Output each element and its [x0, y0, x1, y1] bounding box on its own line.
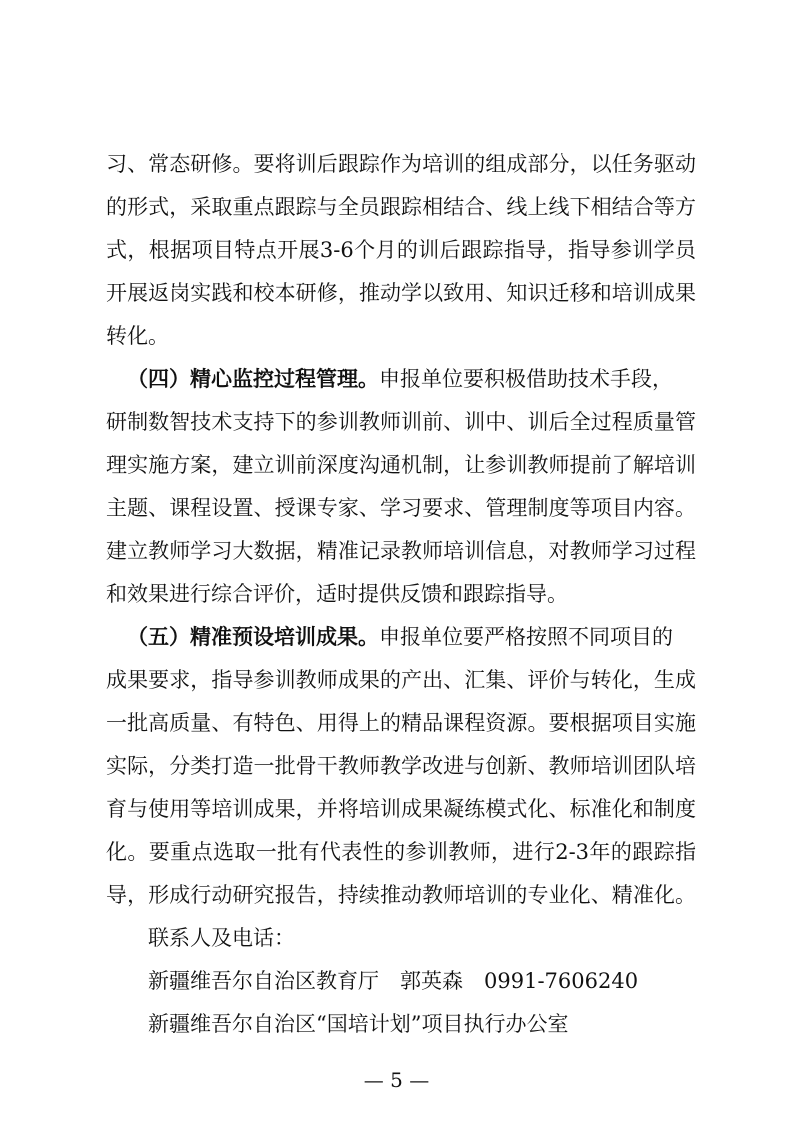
paragraph-2-heading: （四）精心监控过程管理。	[127, 367, 379, 391]
paragraph-3-line: 实际，分类打造一批骨干教师教学改进与创新、教师培训团队培	[106, 754, 696, 778]
paragraph-3-line: 育与使用等培训成果，并将培训成果凝练模式化、标准化和制度	[106, 797, 696, 821]
paragraph-1-line: 习、常态研修。要将训后跟踪作为培训的组成部分，以任务驱动	[106, 152, 696, 176]
paragraph-3-line: 一批高质量、有特色、用得上的精品课程资源。要根据项目实施	[106, 711, 696, 735]
paragraph-3-first-text: 申报单位要严格按照不同项目的	[379, 625, 673, 649]
paragraph-2-line: 建立教师学习大数据，精准记录教师培训信息，对教师学习过程	[106, 539, 696, 563]
paragraph-1-line: 转化。	[106, 324, 169, 348]
paragraph-2-line: 理实施方案，建立训前深度沟通机制，让参训教师提前了解培训	[106, 453, 696, 477]
page-number: — 5 —	[363, 1068, 430, 1092]
paragraph-2-first-text: 申报单位要积极借助技术手段，	[379, 367, 673, 391]
paragraph-2-line: 主题、课程设置、授课专家、学习要求、管理制度等项目内容。	[106, 496, 696, 520]
paragraph-1-line: 开展返岗实践和校本研修，推动学以致用、知识迁移和培训成果	[106, 281, 696, 305]
contact-line-1: 新疆维吾尔自治区教育厅 郭英森 0991-7606240	[148, 969, 639, 993]
paragraph-2-line: 研制数智技术支持下的参训教师训前、训中、训后全过程质量管	[106, 410, 696, 434]
contact-line-2: 新疆维吾尔自治区“国培计划”项目执行办公室	[148, 1012, 569, 1036]
paragraph-3-line: 化。要重点选取一批有代表性的参训教师，进行2-3年的跟踪指	[106, 840, 696, 864]
paragraph-1-line: 式，根据项目特点开展3-6个月的训后跟踪指导，指导参训学员	[106, 238, 696, 262]
paragraph-3-heading: （五）精准预设培训成果。	[127, 625, 379, 649]
paragraph-2-first-line	[127, 367, 696, 391]
contact-label: 联系人及电话：	[148, 926, 295, 950]
paragraph-2-line: 和效果进行综合评价，适时提供反馈和跟踪指导。	[106, 582, 568, 606]
paragraph-3-line: 成果要求，指导参训教师成果的产出、汇集、评价与转化，生成	[106, 668, 696, 692]
paragraph-3-line: 导，形成行动研究报告，持续推动教师培训的专业化、精准化。	[106, 883, 696, 907]
paragraph-1-line: 的形式，采取重点跟踪与全员跟踪相结合、线上线下相结合等方	[106, 195, 696, 219]
paragraph-3-first-line	[127, 625, 696, 649]
